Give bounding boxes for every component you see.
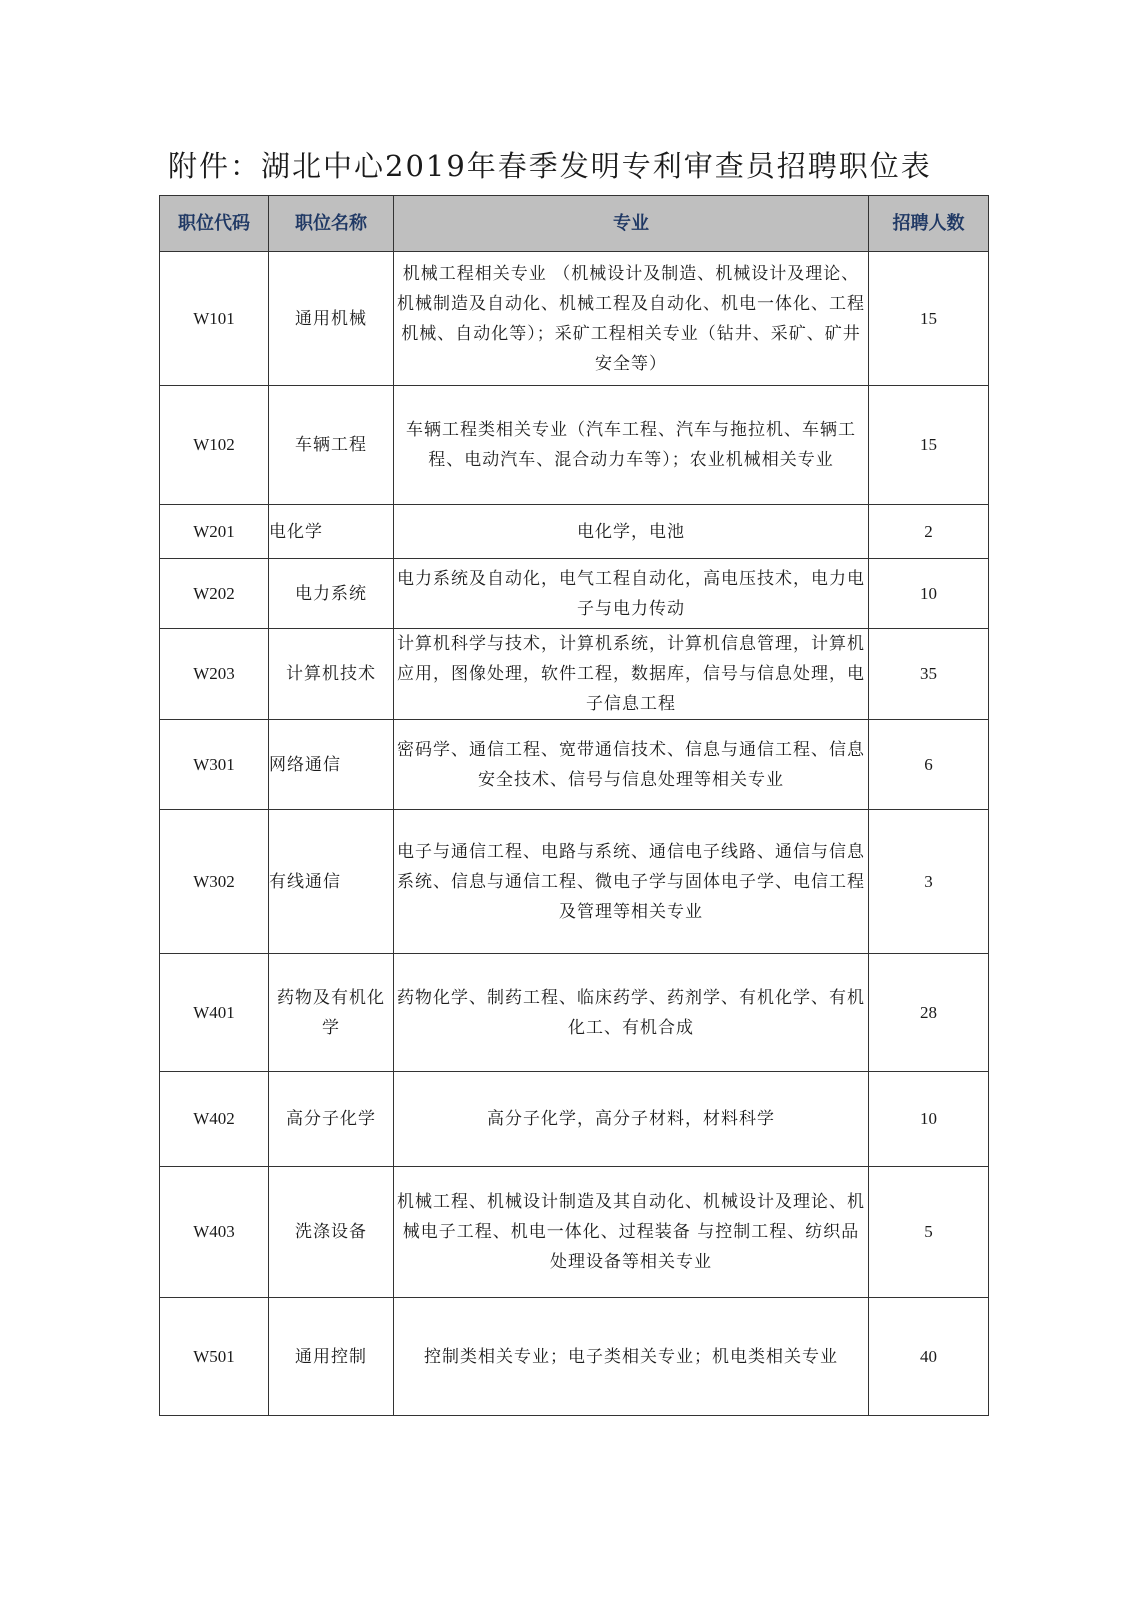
position-major: 机械工程相关专业 （机械设计及制造、机械设计及理论、机械制造及自动化、机械工程及自动化、机电一体化、工程机械、自动化等）；采矿工程相关专业（钻井、采矿、矿井安全等） xyxy=(394,252,869,386)
table-row xyxy=(160,1167,989,1298)
position-major: 车辆工程类相关专业（汽车工程、汽车与拖拉机、车辆工程、电动汽车、混合动力车等）；农业机械相关专业 xyxy=(394,386,869,505)
position-major: 电化学，电池 xyxy=(394,505,869,559)
position-name: 计算机技术 xyxy=(269,629,394,720)
position-count: 6 xyxy=(869,720,989,810)
position-count: 10 xyxy=(869,559,989,629)
job-positions-table xyxy=(159,195,989,1416)
table-row xyxy=(160,386,989,505)
position-name: 通用控制 xyxy=(269,1298,394,1416)
position-major: 密码学、通信工程、宽带通信技术、信息与通信工程、信息安全技术、信号与信息处理等相关专业 xyxy=(394,720,869,810)
position-code: W203 xyxy=(160,629,269,720)
position-name: 电力系统 xyxy=(269,559,394,629)
position-code: W401 xyxy=(160,954,269,1072)
position-name: 车辆工程 xyxy=(269,386,394,505)
position-code: W101 xyxy=(160,252,269,386)
header-name: 职位名称 xyxy=(269,196,394,252)
position-code: W202 xyxy=(160,559,269,629)
table-row xyxy=(160,810,989,954)
position-code: W501 xyxy=(160,1298,269,1416)
position-count: 15 xyxy=(869,252,989,386)
header-major: 专业 xyxy=(394,196,869,252)
position-name: 高分子化学 xyxy=(269,1072,394,1167)
position-count: 2 xyxy=(869,505,989,559)
position-name: 网络通信 xyxy=(269,720,394,810)
header-count: 招聘人数 xyxy=(869,196,989,252)
header-code: 职位代码 xyxy=(160,196,269,252)
position-count: 35 xyxy=(869,629,989,720)
table-row xyxy=(160,1298,989,1416)
table-row xyxy=(160,505,989,559)
position-count: 40 xyxy=(869,1298,989,1416)
position-count: 5 xyxy=(869,1167,989,1298)
position-major: 机械工程、机械设计制造及其自动化、机械设计及理论、机械电子工程、机电一体化、过程装备 与控制工程、纺织品处理设备等相关专业 xyxy=(394,1167,869,1298)
position-name: 药物及有机化学 xyxy=(269,954,394,1072)
position-code: W102 xyxy=(160,386,269,505)
position-name: 有线通信 xyxy=(269,810,394,954)
position-code: W403 xyxy=(160,1167,269,1298)
position-major: 控制类相关专业；电子类相关专业；机电类相关专业 xyxy=(394,1298,869,1416)
position-code: W301 xyxy=(160,720,269,810)
position-code: W402 xyxy=(160,1072,269,1167)
position-major: 药物化学、制药工程、临床药学、药剂学、有机化学、有机化工、有机合成 xyxy=(394,954,869,1072)
page-title: 附件：湖北中心2019年春季发明专利审查员招聘职位表 xyxy=(168,149,932,183)
position-major: 电子与通信工程、电路与系统、通信电子线路、通信与信息系统、信息与通信工程、微电子学与固体电子学、电信工程及管理等相关专业 xyxy=(394,810,869,954)
position-name: 通用机械 xyxy=(269,252,394,386)
position-count: 28 xyxy=(869,954,989,1072)
table-row xyxy=(160,720,989,810)
position-count: 3 xyxy=(869,810,989,954)
table-row xyxy=(160,1072,989,1167)
table-row xyxy=(160,252,989,386)
position-code: W201 xyxy=(160,505,269,559)
position-major: 高分子化学，高分子材料，材料科学 xyxy=(394,1072,869,1167)
position-count: 10 xyxy=(869,1072,989,1167)
table-row xyxy=(160,629,989,720)
table-row xyxy=(160,559,989,629)
position-name: 洗涤设备 xyxy=(269,1167,394,1298)
table-header-row xyxy=(160,196,989,252)
position-code: W302 xyxy=(160,810,269,954)
position-name: 电化学 xyxy=(269,505,394,559)
position-major: 计算机科学与技术，计算机系统，计算机信息管理，计算机应用，图像处理，软件工程，数据库，信号与信息处理，电子信息工程 xyxy=(394,629,869,720)
position-count: 15 xyxy=(869,386,989,505)
table-row xyxy=(160,954,989,1072)
position-major: 电力系统及自动化，电气工程自动化，高电压技术，电力电子与电力传动 xyxy=(394,559,869,629)
